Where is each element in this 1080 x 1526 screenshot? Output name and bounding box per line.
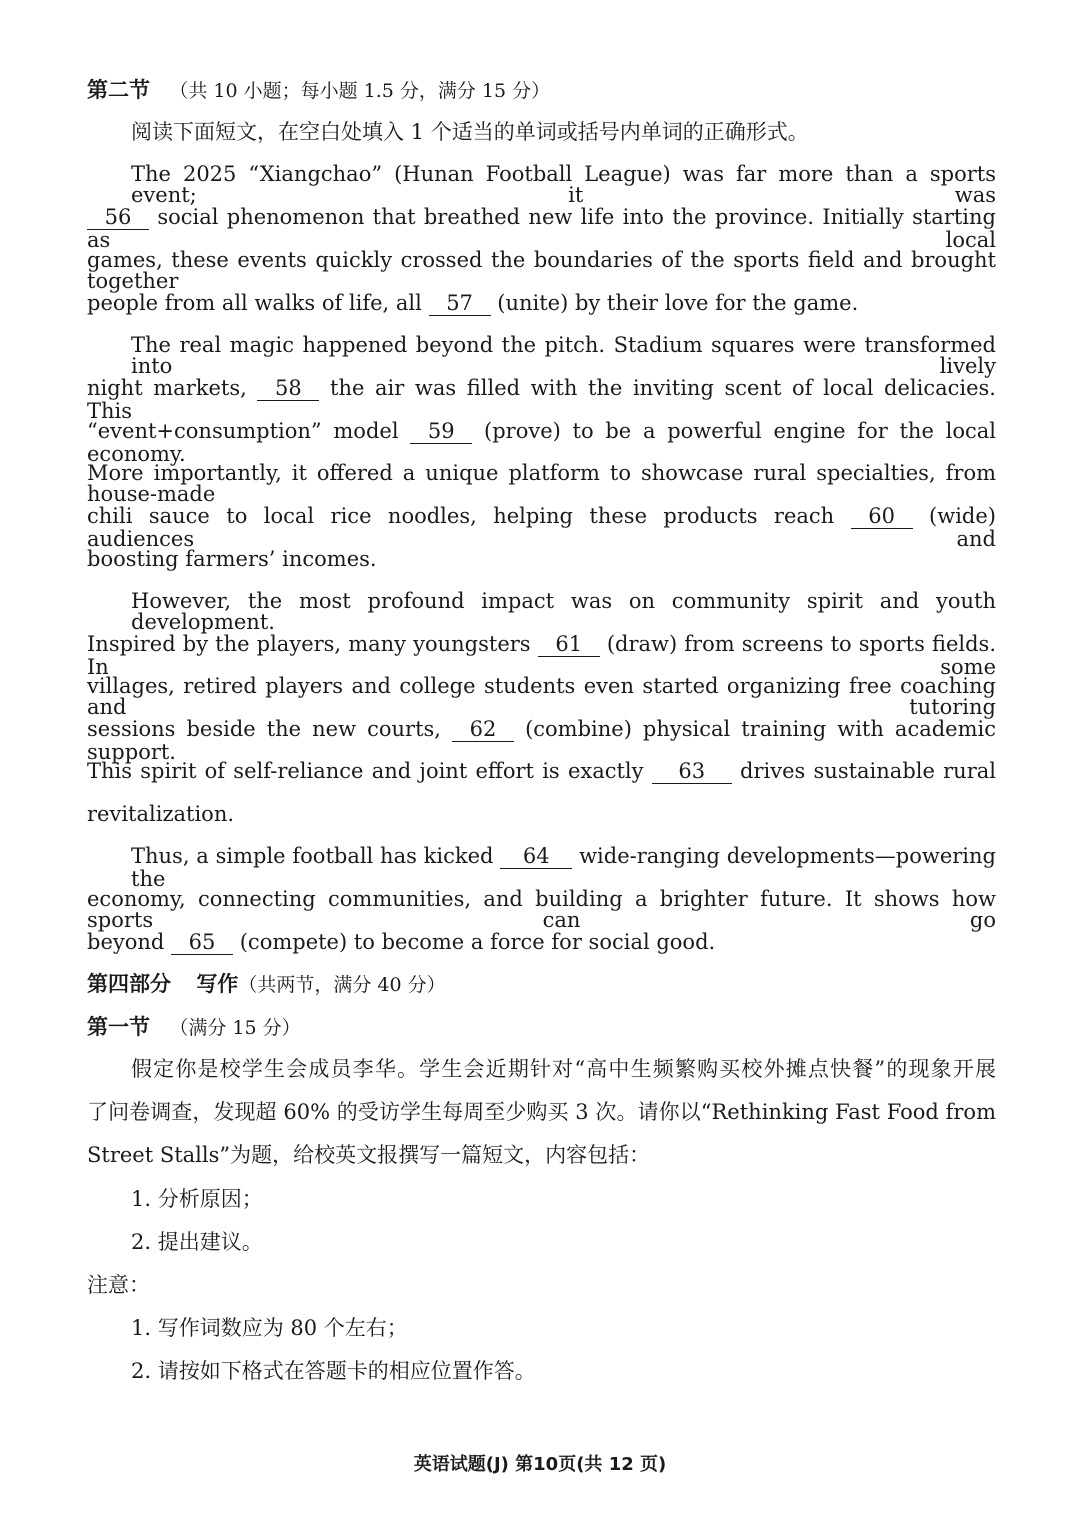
p1-line-a: The 2025 “Xiangchao” (Hunan Football League) was far more than a sports event; it was	[131, 162, 996, 207]
blank-64[interactable]: 64	[500, 846, 572, 869]
p4-line-c	[87, 932, 715, 955]
p3-text-d1: sessions beside the new courts,	[87, 717, 441, 741]
prompt-line-b: 了问卷调查，发现超 60% 的受访学生每周至少购买 3 次。请你以“Rethinking Fast Food from	[87, 1100, 996, 1124]
part4-note: （共两节，满分 40 分）	[238, 974, 446, 996]
p3-text-e1: This spirit of self-reliance and joint effort is exactly	[87, 759, 644, 783]
p3-line-e	[87, 761, 996, 784]
p1-line-d	[87, 293, 858, 316]
p4-text-a2: wide-ranging developments—powering the	[131, 844, 996, 891]
p3-text-d2: (combine) physical training with academic support.	[87, 717, 996, 764]
p3-line-a: However, the most profound impact was on community spirit and youth development.	[131, 589, 996, 634]
notice-item-2: 2. 请按如下格式在答题卡的相应位置作答。	[131, 1359, 536, 1383]
p2-text-c2: (prove) to be a powerful engine for the local economy.	[87, 419, 996, 466]
task-item-2: 2. 提出建议。	[131, 1230, 263, 1254]
section2-title: 第二节	[87, 78, 150, 102]
p4-text-a1: Thus, a simple football has kicked	[131, 844, 494, 868]
p3-text-b2: (draw) from screens to sports fields. In some	[87, 632, 997, 679]
part4-title: 第四部分	[87, 972, 171, 996]
section1-note: （满分 15 分）	[169, 1017, 301, 1039]
p4-line-b: economy, connecting communities, and building a brighter future. It shows how sports can go	[87, 887, 996, 932]
p2-text-e2: (wide) audiences and	[87, 504, 996, 551]
p1-text-d1: people from all walks of life, all	[87, 291, 422, 315]
p1-line-c: games, these events quickly crossed the boundaries of the sports field and brought together	[87, 248, 996, 293]
p1-text-b: social phenomenon that breathed new life into the province. Initially starting as local	[87, 205, 996, 252]
blank-63[interactable]: 63	[652, 761, 732, 784]
p3-text-b1: Inspired by the players, many youngsters	[87, 632, 531, 656]
section2-header	[87, 80, 550, 101]
section2-note: （共 10 小题；每小题 1.5 分，满分 15 分）	[169, 80, 551, 102]
notice-label: 注意：	[87, 1273, 150, 1297]
p3-text-e2: drives sustainable rural	[740, 759, 996, 783]
blank-60[interactable]: 60	[851, 506, 913, 529]
p4-line-a	[131, 846, 996, 890]
part4-header	[87, 974, 446, 995]
section1-title: 第一节	[87, 1015, 150, 1039]
p2-line-a: The real magic happened beyond the pitch. Stadium squares were transformed into lively	[131, 333, 996, 378]
blank-62[interactable]: 62	[452, 719, 514, 742]
p1-text-d2: (unite) by their love for the game.	[497, 291, 859, 315]
p2-text-e1: chili sauce to local rice noodles, helping these products reach	[87, 504, 835, 528]
p2-line-e	[87, 506, 996, 550]
p2-line-f: boosting farmers’ incomes.	[87, 547, 377, 571]
section2-instruction: 阅读下面短文，在空白处填入 1 个适当的单词或括号内单词的正确形式。	[131, 120, 809, 144]
p2-line-d: More importantly, it offered a unique platform to showcase rural specialties, from house-made	[87, 461, 996, 506]
blank-58[interactable]: 58	[257, 378, 319, 401]
p4-text-c1: beyond	[87, 930, 165, 954]
prompt-line-c: Street Stalls”为题，给校英文报撰写一篇短文，内容包括：	[87, 1143, 651, 1167]
p2-line-b	[87, 378, 996, 422]
page-footer: 英语试题(J) 第10页(共 12 页)	[413, 1454, 667, 1475]
p3-line-b	[87, 634, 996, 678]
p2-text-c1: “event+consumption” model	[87, 419, 399, 443]
notice-item-1: 1. 写作词数应为 80 个左右；	[131, 1316, 408, 1340]
blank-61[interactable]: 61	[538, 634, 600, 657]
p3-line-d	[87, 719, 996, 763]
blank-57[interactable]: 57	[429, 293, 491, 316]
blank-56[interactable]: 56	[87, 207, 149, 230]
p2-text-b1: night markets,	[87, 376, 247, 400]
p2-text-b2: the air was filled with the inviting scent of local delicacies. This	[87, 376, 996, 423]
p3-line-f: revitalization.	[87, 802, 235, 826]
blank-59[interactable]: 59	[410, 421, 472, 444]
p2-line-c	[87, 421, 996, 465]
blank-65[interactable]: 65	[171, 932, 233, 955]
prompt-line-a: 假定你是校学生会成员李华。学生会近期针对“高中生频繁购买校外摊点快餐”的现象开展	[131, 1057, 996, 1081]
task-item-1: 1. 分析原因；	[131, 1187, 263, 1211]
p4-text-c2: (compete) to become a force for social good.	[239, 930, 716, 954]
p1-line-b	[87, 207, 996, 251]
p3-line-c: villages, retired players and college students even started organizing free coaching and tutoring	[87, 674, 996, 719]
section1-header	[87, 1017, 301, 1038]
part4-heading: 写作	[196, 972, 239, 996]
